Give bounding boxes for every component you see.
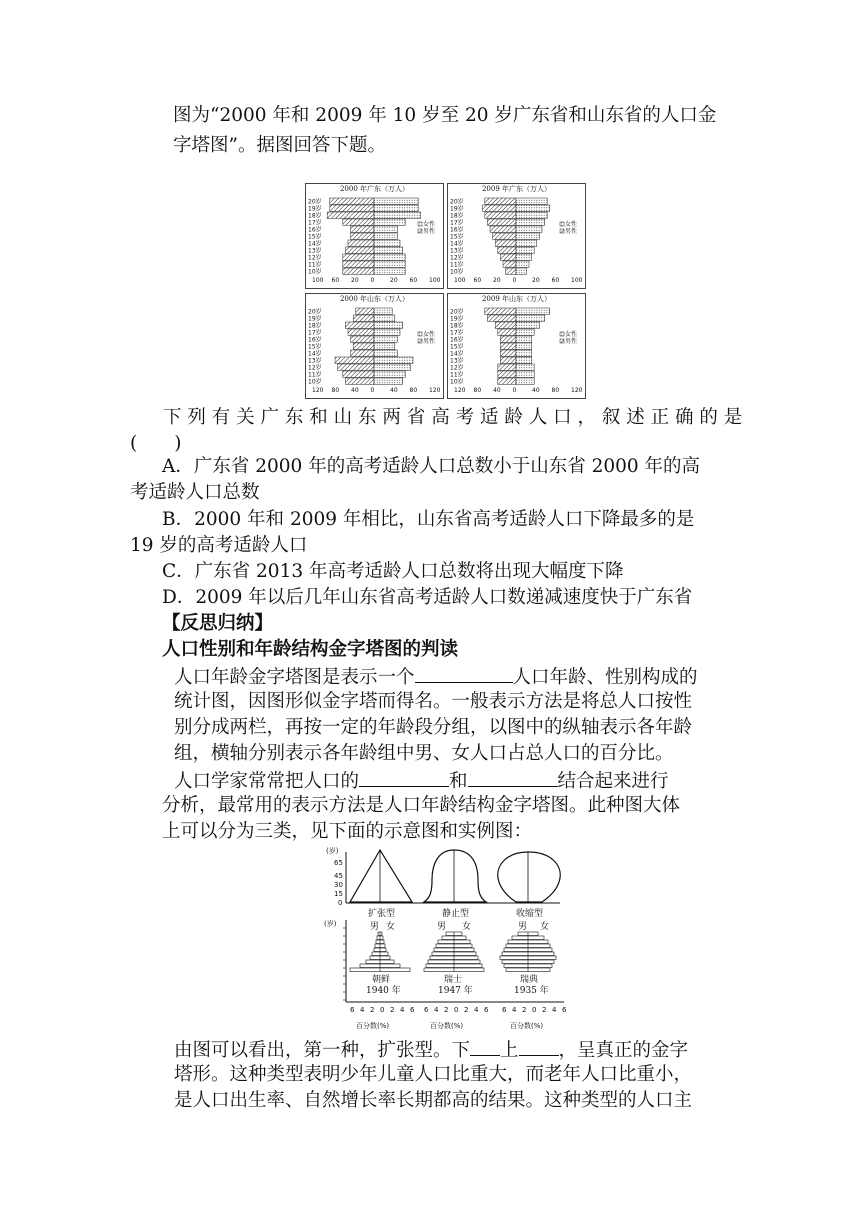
pyramid-panel-sd-2000 (305, 293, 444, 399)
pct-tick-label: 2 (390, 1006, 395, 1014)
female-bar (374, 240, 400, 246)
age-tick-label: 20岁 (308, 198, 322, 206)
legend-male-label: 男性 (423, 228, 436, 235)
legend-female-label: 女性 (423, 331, 436, 338)
pct-tick-label: 6 (410, 1006, 415, 1014)
age-unit-label-2: (岁) (324, 920, 337, 928)
tail-line-1 (174, 1037, 688, 1063)
x-tick-label: 20 (532, 277, 540, 284)
age-tick-label: 20岁 (450, 308, 464, 316)
age-tick-label: 14岁 (308, 240, 322, 248)
x-tick-label: 60 (331, 277, 340, 284)
female-bar (516, 219, 545, 225)
male-bar (493, 233, 516, 239)
year-label: 1940 年 (366, 986, 401, 996)
pct-tick-label: 0 (454, 1006, 459, 1014)
male-bar (503, 261, 516, 267)
sex-label: 男 (437, 922, 447, 932)
question-stem-1: 下 列 有 关 广 东 和 山 东 两 省 高 考 适 龄 人 口 ， 叙 述 正 确 的 是 (163, 407, 743, 428)
legend-female-swatch (560, 332, 564, 336)
male-bar (482, 205, 516, 211)
panel-title: 2000 年广东（万人） (339, 185, 410, 193)
male-bar (498, 378, 516, 384)
pct-tick-label: 4 (434, 1006, 439, 1014)
option-a-2: 考适龄人口总数 (130, 482, 260, 503)
legend-male-swatch (418, 229, 422, 233)
age-tick-label: 18岁 (308, 322, 322, 330)
reflect-p2-line-2: 分析，最常用的表示方法是人口年龄结构金字塔图。此种图大体 (162, 795, 681, 816)
age-tick-label: 16岁 (308, 336, 322, 344)
male-bar (498, 329, 516, 335)
age-tick-label: 10岁 (450, 268, 464, 276)
age-tick-label: 11岁 (450, 371, 464, 379)
age-tick-label: 19岁 (308, 315, 322, 323)
pct-tick-label: 6 (350, 1006, 355, 1014)
age-tick-label: 18岁 (450, 212, 464, 220)
male-bar (485, 308, 516, 314)
female-bar (374, 357, 413, 363)
x-tick-label: 20 (351, 277, 359, 284)
age-tick-label: 17岁 (450, 329, 464, 337)
x-tick-label: 0 (370, 277, 375, 284)
pct-tick-label: 4 (512, 1006, 517, 1014)
option-d: D．2009 年以后几年山东省高考适龄人口数递减速度快于广东省 (162, 587, 693, 608)
male-bar (327, 212, 374, 218)
male-bar (495, 322, 516, 328)
p1-text-b: 人口年龄、性别构成的 (512, 667, 698, 688)
intro-line-2: 字塔图”。据图回答下题。 (173, 135, 386, 156)
male-bar (498, 364, 516, 370)
x-tick-label: 80 (331, 387, 340, 394)
pct-tick-label: 2 (370, 1006, 375, 1014)
pct-tick-label: 6 (502, 1006, 507, 1014)
tail-text-c: ，呈真正的金字 (558, 1040, 689, 1061)
female-bar (374, 315, 395, 321)
reflect-p1-line-4: 组，横轴分别表示各年龄组中男、女人口占总人口的百分比。 (174, 743, 674, 764)
age-tick: 15 (334, 890, 343, 898)
male-bar (330, 198, 374, 204)
p2-text-a: 人口学家常常把人口的 (174, 771, 360, 792)
male-bar (485, 198, 516, 204)
country-label: 瑞典 (520, 975, 539, 985)
female-bar (516, 226, 542, 232)
age-tick-label: 19岁 (450, 205, 464, 213)
female-bar (516, 364, 534, 370)
sex-label: 男 (518, 922, 528, 932)
female-bar (516, 350, 532, 356)
male-bar (487, 315, 516, 321)
male-bar (490, 226, 516, 232)
year-label: 1935 年 (514, 986, 549, 996)
age-tick-label: 11岁 (450, 261, 464, 269)
female-bar (516, 254, 532, 260)
female-bar (516, 315, 545, 321)
fill-blank[interactable] (359, 768, 449, 787)
x-tick-label: 80 (409, 387, 418, 394)
tail-line-2: 塔形。这种类型表明少年儿童人口比重大，而老年人口比重小， (174, 1064, 693, 1085)
age-tick-label: 18岁 (308, 212, 322, 220)
female-bar (374, 254, 405, 260)
female-bar (516, 357, 532, 363)
x-tick-label: 60 (409, 277, 418, 284)
female-bar (516, 268, 526, 274)
x-tick-label: 40 (532, 387, 540, 394)
pct-tick-label: 6 (562, 1006, 567, 1014)
x-tick-label: 80 (473, 387, 482, 394)
x-tick-label: 100 (312, 277, 324, 284)
age-tick-label: 13岁 (450, 247, 464, 255)
intro-line-1: 图为“2000 年和 2009 年 10 岁至 20 岁广东省和山东省的人口金 (173, 105, 717, 126)
panel-title: 2009 年广东（万人） (481, 185, 552, 193)
female-bar (374, 198, 418, 204)
female-bar (516, 371, 534, 377)
pct-tick-label: 2 (464, 1006, 469, 1014)
sex-label: 男 (370, 922, 380, 932)
female-bar (516, 336, 532, 342)
male-bar (348, 329, 374, 335)
example-pyramid-korea (350, 932, 410, 972)
female-bar (516, 205, 550, 211)
male-bar (498, 247, 516, 253)
pyramid-figure (305, 183, 585, 398)
female-bar (374, 336, 397, 342)
age-tick-label: 10岁 (308, 378, 322, 386)
type-label: 静止型 (442, 909, 470, 919)
female-bar (374, 261, 405, 267)
female-bar (374, 233, 397, 239)
p1-text-a: 人口年龄金字塔图是表示一个 (174, 667, 415, 688)
male-bar (343, 219, 374, 225)
pct-tick-label: 2 (542, 1006, 547, 1014)
pct-tick-label: 4 (360, 1006, 365, 1014)
legend-male-swatch (560, 339, 564, 343)
country-label: 瑞士 (444, 975, 463, 985)
x-tick-label: 0 (512, 387, 517, 394)
age-tick-label: 16岁 (450, 336, 464, 344)
option-a-1: A．广东省 2000 年的高考适龄人口总数小于山东省 2000 年的高 (162, 456, 701, 477)
expansive-shape (350, 850, 412, 902)
type-label: 扩张型 (368, 909, 396, 919)
female-bar (516, 240, 537, 246)
age-tick-label: 15岁 (450, 343, 464, 351)
pyramid-panel-sd-2009 (447, 293, 586, 399)
x-tick-label: 120 (571, 387, 583, 394)
age-tick-label: 17岁 (308, 329, 322, 337)
pct-tick-label: 6 (424, 1006, 429, 1014)
type-label: 收缩型 (516, 909, 544, 919)
age-tick-label: 14岁 (450, 240, 464, 248)
legend-female-label: 女性 (565, 221, 578, 228)
x-tick-label: 100 (454, 277, 466, 284)
pct-axis-label: 百分数(%) (430, 1022, 464, 1030)
female-bar (374, 329, 400, 335)
female-bar (374, 322, 403, 328)
year-label: 1947 年 (438, 986, 473, 996)
legend-female-swatch (418, 332, 422, 336)
female-bar (516, 261, 529, 267)
female-bar (516, 198, 547, 204)
male-bar (335, 357, 374, 363)
pct-axis-label: 百分数(%) (356, 1022, 390, 1030)
male-bar (487, 219, 516, 225)
x-tick-label: 40 (351, 387, 359, 394)
panel-title: 2000 年山东（万人） (339, 295, 410, 303)
female-bar (516, 233, 539, 239)
reflect-p1-line-1 (174, 664, 698, 690)
fill-blank[interactable] (519, 1037, 559, 1056)
legend-female-swatch (560, 222, 564, 226)
age-tick-label: 20岁 (308, 308, 322, 316)
x-tick-label: 60 (551, 277, 560, 284)
age-tick-label: 10岁 (450, 378, 464, 386)
age-tick-label: 12岁 (450, 254, 464, 262)
female-bar (516, 247, 534, 253)
age-tick-label: 12岁 (308, 254, 322, 262)
fill-blank[interactable] (415, 664, 513, 683)
pct-axis-label: 百分数(%) (510, 1022, 544, 1030)
tail-text-b: 上 (500, 1040, 519, 1061)
female-bar (374, 343, 395, 349)
reflect-p1-line-3: 别分成两栏，再按一定的年龄段分组，以图中的纵轴表示各年龄 (174, 717, 693, 738)
age-tick: 0 (338, 899, 343, 907)
fill-blank[interactable] (470, 1037, 500, 1056)
x-tick-label: 40 (390, 387, 398, 394)
male-bar (351, 350, 374, 356)
male-bar (343, 268, 374, 274)
age-tick-label: 14岁 (308, 350, 322, 358)
age-tick-label: 12岁 (308, 364, 322, 372)
male-bar (500, 343, 516, 349)
female-bar (516, 212, 547, 218)
pct-tick-label: 4 (552, 1006, 557, 1014)
male-bar (500, 254, 516, 260)
x-tick-label: 80 (551, 387, 560, 394)
pct-tick-label: 4 (400, 1006, 405, 1014)
male-bar (356, 308, 374, 314)
age-tick-label: 17岁 (450, 219, 464, 227)
male-bar (343, 261, 374, 267)
female-bar (516, 343, 532, 349)
option-c: C．广东省 2013 年高考适龄人口总数将出现大幅度下降 (162, 561, 624, 582)
x-tick-label: 100 (429, 277, 441, 284)
female-bar (516, 308, 550, 314)
x-tick-label: 0 (512, 277, 517, 284)
fill-blank[interactable] (468, 768, 558, 787)
legend-female-label: 女性 (565, 331, 578, 338)
male-bar (351, 226, 374, 232)
female-bar (374, 247, 403, 253)
age-tick-label: 15岁 (308, 233, 322, 241)
tail-text-a: 由图可以看出，第一种，扩张型。下 (174, 1040, 471, 1061)
female-bar (374, 371, 405, 377)
tail-line-3: 是人口出生率、自然增长率长期都高的结果。这种类型的人口主 (174, 1090, 693, 1111)
female-bar (374, 378, 403, 384)
male-bar (500, 350, 516, 356)
male-bar (330, 205, 374, 211)
age-tick-label: 14岁 (450, 350, 464, 358)
option-b-1: B．2000 年和 2009 年相比，山东省高考适龄人口下降最多的是 (162, 509, 695, 530)
age-tick-label: 15岁 (450, 233, 464, 241)
female-bar (516, 322, 539, 328)
male-bar (485, 212, 516, 218)
age-tick-label: 19岁 (308, 205, 322, 213)
pyramid-panel-gd-2000 (305, 183, 444, 289)
age-tick: 65 (334, 859, 343, 867)
legend-male-swatch (418, 339, 422, 343)
sex-label: 女 (386, 922, 396, 932)
male-bar (506, 268, 516, 274)
panel-title: 2009 年山东（万人） (481, 295, 552, 303)
male-bar (343, 254, 374, 260)
pct-tick-label: 6 (484, 1006, 489, 1014)
female-bar (374, 350, 397, 356)
reflect-heading: 【反思归纳】 (162, 613, 274, 634)
x-tick-label: 0 (370, 387, 375, 394)
country-label: 朝鲜 (372, 975, 391, 985)
male-bar (498, 371, 516, 377)
female-bar (516, 378, 534, 384)
age-tick-label: 13岁 (308, 247, 322, 255)
age-tick-label: 20岁 (450, 198, 464, 206)
x-tick-label: 40 (493, 387, 501, 394)
male-bar (343, 371, 374, 377)
constrictive-shape (498, 852, 560, 902)
age-tick-label: 19岁 (450, 315, 464, 323)
pct-tick-label: 0 (380, 1006, 385, 1014)
male-bar (353, 315, 374, 321)
female-bar (374, 219, 405, 225)
sex-label: 女 (540, 922, 550, 932)
stationary-shape (424, 850, 486, 902)
pct-tick-label: 4 (474, 1006, 479, 1014)
female-bar (374, 205, 418, 211)
male-bar (500, 336, 516, 342)
x-tick-label: 120 (429, 387, 441, 394)
male-bar (348, 240, 374, 246)
x-tick-label: 100 (571, 277, 583, 284)
male-bar (338, 364, 374, 370)
example-pyramid-sweden (500, 932, 556, 972)
female-bar (374, 364, 410, 370)
reflect-p2-line-3: 上可以分为三类，见下面的示意图和实例图： (162, 821, 533, 842)
p2-text-c: 结合起来进行 (557, 771, 669, 792)
x-tick-label: 20 (390, 277, 398, 284)
legend-male-label: 男性 (565, 338, 578, 345)
female-bar (374, 212, 421, 218)
age-tick-label: 13岁 (308, 357, 322, 365)
pyramid-types-figure (320, 842, 570, 1034)
legend-male-label: 男性 (565, 228, 578, 235)
age-tick-label: 17岁 (308, 219, 322, 227)
age-tick-label: 11岁 (308, 261, 322, 269)
legend-male-swatch (560, 229, 564, 233)
age-tick-label: 16岁 (450, 226, 464, 234)
male-bar (351, 233, 374, 239)
age-tick: 45 (334, 872, 343, 880)
male-bar (353, 343, 374, 349)
age-unit-label: (岁) (326, 847, 339, 855)
x-tick-label: 20 (493, 277, 501, 284)
age-tick-label: 15岁 (308, 343, 322, 351)
pct-tick-label: 0 (532, 1006, 537, 1014)
age-tick-label: 16岁 (308, 226, 322, 234)
pct-tick-label: 2 (444, 1006, 449, 1014)
sex-label: 女 (462, 922, 472, 932)
p2-text-b: 和 (449, 771, 468, 792)
question-stem-2: ( ) (130, 433, 182, 454)
x-tick-label: 120 (312, 387, 324, 394)
reflect-subheading: 人口性别和年龄结构金字塔图的判读 (162, 639, 459, 660)
age-tick-label: 12岁 (450, 364, 464, 372)
male-bar (345, 247, 374, 253)
age-tick-label: 10岁 (308, 268, 322, 276)
male-bar (345, 378, 374, 384)
female-bar (374, 308, 392, 314)
female-bar (516, 329, 534, 335)
age-tick-label: 11岁 (308, 371, 322, 379)
pct-tick-label: 2 (522, 1006, 527, 1014)
pyramid-panel-gd-2009 (447, 183, 586, 289)
female-bar (374, 226, 397, 232)
option-b-2: 19 岁的高考适龄人口 (130, 535, 308, 556)
legend-female-label: 女性 (423, 221, 436, 228)
reflect-p2-line-1 (174, 768, 669, 794)
age-tick: 30 (334, 881, 343, 889)
male-bar (495, 240, 516, 246)
example-pyramid-switzerland (424, 932, 484, 972)
legend-female-swatch (418, 222, 422, 226)
male-bar (345, 322, 374, 328)
age-tick-label: 18岁 (450, 322, 464, 330)
male-bar (351, 336, 374, 342)
age-tick-label: 13岁 (450, 357, 464, 365)
x-tick-label: 120 (454, 387, 466, 394)
male-bar (500, 357, 516, 363)
legend-male-label: 男性 (423, 338, 436, 345)
female-bar (374, 268, 405, 274)
x-tick-label: 60 (473, 277, 482, 284)
reflect-p1-line-2: 统计图，因图形似金字塔而得名。一般表示方法是将总人口按性 (174, 691, 693, 712)
